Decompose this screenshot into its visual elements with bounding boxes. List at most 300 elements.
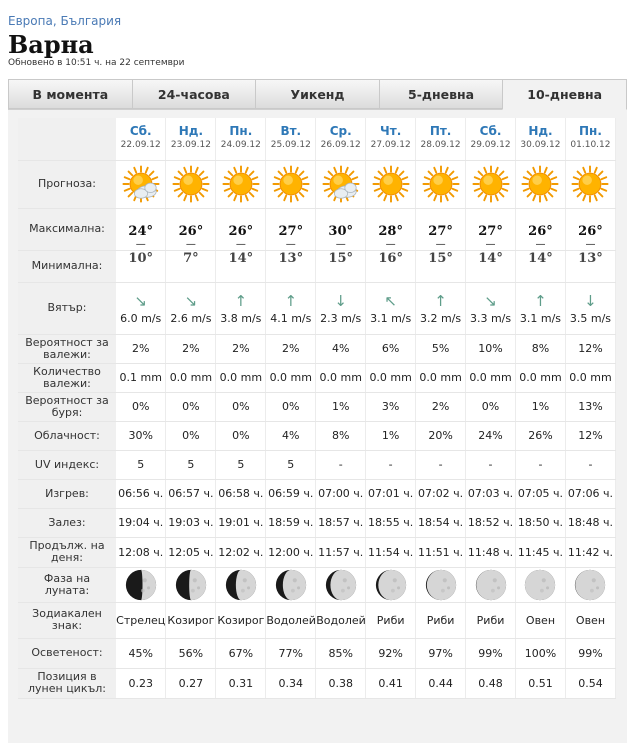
temp-separator: — xyxy=(185,238,196,250)
wind-direction-icon: ↑ xyxy=(284,291,298,310)
storm-prob-value: 0% xyxy=(116,392,166,421)
moon-phase-icon xyxy=(274,568,308,602)
min-temp-cell xyxy=(416,250,466,282)
row-storm-prob xyxy=(18,392,616,421)
uv-value: 5 xyxy=(166,450,216,479)
row-label-forecast: Прогноза: xyxy=(18,160,116,208)
max-temp: 27° xyxy=(478,223,503,239)
rain-amount-value: 0.0 mm xyxy=(565,363,615,392)
day-name-link[interactable]: Пт. xyxy=(429,124,452,138)
partly-cloudy-icon xyxy=(122,165,160,203)
cloud-value: 0% xyxy=(166,421,216,450)
temp-separator: — xyxy=(485,238,496,250)
sunrise-value: 07:06 ч. xyxy=(565,479,615,508)
row-label-rain-amount: Количество валежи: xyxy=(18,363,116,392)
sunset-value: 18:57 ч. xyxy=(316,508,366,537)
daylength-value: 12:05 ч. xyxy=(166,537,216,567)
min-temp-cell xyxy=(516,250,566,282)
row-label-rain-prob: Вероятност за валежи: xyxy=(18,334,116,363)
wind-speed: 6.0 m/s xyxy=(120,311,162,325)
breadcrumb-separator: , xyxy=(52,14,57,28)
min-temp: 14° xyxy=(478,250,503,266)
temp-separator: — xyxy=(235,238,246,250)
cloud-value: 26% xyxy=(516,421,566,450)
min-temp-cell xyxy=(266,250,316,282)
rain-prob-value: 12% xyxy=(565,334,615,363)
day-name-link[interactable]: Нд. xyxy=(178,124,204,138)
forecast-tabs xyxy=(8,79,627,110)
sunrise-value: 07:02 ч. xyxy=(416,479,466,508)
row-moon-phase xyxy=(18,567,616,602)
rain-amount-value: 0.0 mm xyxy=(416,363,466,392)
row-label-lunar-position: Позиция в лунен цикъл: xyxy=(18,668,116,698)
moon-phase-icon xyxy=(523,568,557,602)
day-date: 27.09.12 xyxy=(370,140,411,150)
sunny-icon xyxy=(172,165,210,203)
max-temp-cell xyxy=(565,208,615,250)
min-temp: 13° xyxy=(278,250,304,266)
wind-cell xyxy=(316,282,366,334)
lunar-position-value: 0.38 xyxy=(316,668,366,698)
partly-cloudy-icon xyxy=(322,165,360,203)
wind-direction-icon: ↓ xyxy=(334,291,347,310)
uv-value: - xyxy=(316,450,366,479)
row-sunset xyxy=(18,508,616,537)
row-rain-prob xyxy=(18,334,616,363)
lunar-position-value: 0.31 xyxy=(216,668,266,698)
min-temp-cell xyxy=(166,250,216,282)
illumination-value: 45% xyxy=(116,638,166,668)
temp-separator: — xyxy=(535,238,546,250)
max-temp: 30° xyxy=(328,223,354,239)
wind-direction-icon: ↘ xyxy=(184,291,198,310)
sunny-icon xyxy=(571,165,609,203)
sunset-value: 18:48 ч. xyxy=(565,508,615,537)
row-sunrise xyxy=(18,479,616,508)
lunar-position-value: 0.44 xyxy=(416,668,466,698)
moon-phase-cell xyxy=(366,567,416,602)
sunset-value: 18:54 ч. xyxy=(416,508,466,537)
row-lunar-position xyxy=(18,668,616,698)
forecast-cell xyxy=(266,160,316,208)
min-temp: 14° xyxy=(528,250,553,266)
sunrise-value: 07:05 ч. xyxy=(516,479,566,508)
wind-cell xyxy=(266,282,316,334)
row-zodiac xyxy=(18,602,616,638)
lunar-position-value: 0.27 xyxy=(166,668,216,698)
max-temp: 28° xyxy=(378,223,403,239)
row-label-sunrise: Изгрев: xyxy=(18,479,116,508)
temp-separator: — xyxy=(435,238,446,250)
cloud-value: 12% xyxy=(565,421,615,450)
min-temp: 16° xyxy=(378,250,403,266)
lunar-position-value: 0.51 xyxy=(516,668,566,698)
moon-phase-cell xyxy=(565,567,615,602)
sunny-icon xyxy=(272,165,310,203)
illumination-value: 100% xyxy=(516,638,566,668)
max-temp: 26° xyxy=(528,223,553,239)
row-daylength xyxy=(18,537,616,567)
wind-speed: 4.1 m/s xyxy=(270,311,312,325)
min-temp-cell xyxy=(216,250,266,282)
rain-prob-value: 5% xyxy=(416,334,466,363)
storm-prob-value: 13% xyxy=(565,392,615,421)
sunrise-value: 06:56 ч. xyxy=(116,479,166,508)
storm-prob-value: 0% xyxy=(166,392,216,421)
lunar-position-value: 0.48 xyxy=(466,668,516,698)
forecast-cell xyxy=(565,160,615,208)
uv-value: - xyxy=(416,450,466,479)
moon-phase-icon xyxy=(374,568,408,602)
moon-phase-icon xyxy=(174,568,208,602)
rain-amount-value: 0.0 mm xyxy=(466,363,516,392)
moon-phase-icon xyxy=(474,568,508,602)
min-temp: 14° xyxy=(228,250,254,266)
day-name-link[interactable]: Пн. xyxy=(229,124,253,138)
sunset-value: 19:03 ч. xyxy=(166,508,216,537)
min-temp: 10° xyxy=(128,250,154,266)
day-date: 29.09.12 xyxy=(470,140,511,150)
max-temp-cell xyxy=(216,208,266,250)
wind-direction-icon: ↑ xyxy=(234,291,248,310)
temp-separator: — xyxy=(335,238,346,250)
row-max xyxy=(18,208,616,250)
wind-cell xyxy=(116,282,166,334)
day-name-link[interactable]: Вт. xyxy=(280,124,302,138)
day-name-link[interactable]: Сб. xyxy=(479,124,502,138)
forecast-cell xyxy=(366,160,416,208)
lunar-position-value: 0.41 xyxy=(366,668,416,698)
wind-speed: 3.5 m/s xyxy=(569,311,612,325)
row-wind xyxy=(18,282,616,334)
illumination-value: 97% xyxy=(416,638,466,668)
wind-cell xyxy=(416,282,466,334)
tab-10-day[interactable]: 10-дневна xyxy=(502,79,627,110)
max-temp-cell xyxy=(116,208,166,250)
sunset-value: 19:04 ч. xyxy=(116,508,166,537)
sunny-icon xyxy=(372,165,410,203)
max-temp-cell xyxy=(166,208,216,250)
row-label-sunset: Залез: xyxy=(18,508,116,537)
row-label-cloud: Облачност: xyxy=(18,421,116,450)
day-name-link[interactable]: Нд. xyxy=(528,124,553,138)
wind-direction-icon: ↘ xyxy=(134,291,147,310)
rain-amount-value: 0.0 mm xyxy=(366,363,416,392)
row-label-storm-prob: Вероятност за буря: xyxy=(18,392,116,421)
storm-prob-value: 1% xyxy=(316,392,366,421)
day-date: 25.09.12 xyxy=(270,140,311,150)
moon-phase-cell xyxy=(316,567,366,602)
forecast-cell xyxy=(416,160,466,208)
daylength-value: 11:54 ч. xyxy=(366,537,416,567)
min-temp: 13° xyxy=(578,250,603,266)
day-header xyxy=(216,118,266,160)
storm-prob-value: 0% xyxy=(466,392,516,421)
sunrise-value: 07:01 ч. xyxy=(366,479,416,508)
uv-value: - xyxy=(466,450,516,479)
wind-direction-icon: ↓ xyxy=(584,291,597,310)
moon-phase-icon xyxy=(324,568,358,602)
day-header xyxy=(116,118,166,160)
cloud-value: 30% xyxy=(116,421,166,450)
max-temp: 27° xyxy=(278,223,304,239)
day-date: 30.09.12 xyxy=(520,140,561,150)
rain-prob-value: 2% xyxy=(216,334,266,363)
tab-5-day[interactable]: 5-дневна xyxy=(379,79,503,109)
wind-speed: 3.8 m/s xyxy=(220,311,262,325)
zodiac-value: Риби xyxy=(366,602,416,638)
storm-prob-value: 0% xyxy=(266,392,316,421)
rain-prob-value: 2% xyxy=(116,334,166,363)
moon-phase-icon xyxy=(573,568,607,602)
max-temp-cell xyxy=(466,208,516,250)
illumination-value: 77% xyxy=(266,638,316,668)
moon-phase-cell xyxy=(466,567,516,602)
day-header xyxy=(366,118,416,160)
min-temp: 15° xyxy=(328,250,354,266)
storm-prob-value: 1% xyxy=(516,392,566,421)
zodiac-value: Риби xyxy=(466,602,516,638)
tab-weekend[interactable]: Уикенд xyxy=(255,79,379,109)
temp-separator: — xyxy=(135,238,146,250)
day-date: 24.09.12 xyxy=(220,140,261,150)
rain-prob-value: 2% xyxy=(166,334,216,363)
uv-value: - xyxy=(366,450,416,479)
daylength-value: 12:08 ч. xyxy=(116,537,166,567)
tab-now[interactable]: В момента xyxy=(8,79,132,109)
max-temp-cell xyxy=(516,208,566,250)
daylength-value: 11:45 ч. xyxy=(516,537,566,567)
day-header xyxy=(416,118,466,160)
day-header xyxy=(266,118,316,160)
moon-phase-cell xyxy=(166,567,216,602)
wind-cell xyxy=(516,282,566,334)
illumination-value: 99% xyxy=(565,638,615,668)
rain-prob-value: 8% xyxy=(516,334,566,363)
rain-prob-value: 6% xyxy=(366,334,416,363)
sunny-icon xyxy=(521,165,559,203)
day-date: 01.10.12 xyxy=(570,140,611,150)
rain-amount-value: 0.1 mm xyxy=(116,363,166,392)
day-header xyxy=(565,118,615,160)
moon-phase-cell xyxy=(216,567,266,602)
illumination-value: 67% xyxy=(216,638,266,668)
day-header xyxy=(466,118,516,160)
wind-direction-icon: ↘ xyxy=(484,291,497,310)
max-temp-cell xyxy=(416,208,466,250)
sunrise-value: 06:58 ч. xyxy=(216,479,266,508)
sunrise-value: 06:57 ч. xyxy=(166,479,216,508)
rain-prob-value: 4% xyxy=(316,334,366,363)
wind-cell xyxy=(565,282,615,334)
row-illumination xyxy=(18,638,616,668)
max-temp: 24° xyxy=(128,223,154,239)
sunny-icon xyxy=(222,165,260,203)
forecast-table xyxy=(18,118,616,699)
cloud-value: 4% xyxy=(266,421,316,450)
row-uv xyxy=(18,450,616,479)
min-temp-cell xyxy=(466,250,516,282)
sunset-value: 18:59 ч. xyxy=(266,508,316,537)
illumination-value: 56% xyxy=(166,638,216,668)
forecast-cell xyxy=(516,160,566,208)
lunar-position-value: 0.23 xyxy=(116,668,166,698)
row-min xyxy=(18,250,616,282)
row-label-uv: UV индекс: xyxy=(18,450,116,479)
storm-prob-value: 2% xyxy=(416,392,466,421)
storm-prob-value: 0% xyxy=(216,392,266,421)
wind-speed: 2.6 m/s xyxy=(170,311,212,325)
wind-direction-icon: ↑ xyxy=(434,291,447,310)
min-temp-cell xyxy=(316,250,366,282)
zodiac-value: Водолей xyxy=(266,602,316,638)
moon-phase-cell xyxy=(116,567,166,602)
max-temp: 26° xyxy=(578,223,603,239)
min-temp-cell xyxy=(565,250,615,282)
sunset-value: 18:50 ч. xyxy=(516,508,566,537)
zodiac-value: Водолей xyxy=(316,602,366,638)
uv-value: 5 xyxy=(116,450,166,479)
rain-amount-value: 0.0 mm xyxy=(316,363,366,392)
rain-prob-value: 2% xyxy=(266,334,316,363)
illumination-value: 99% xyxy=(466,638,516,668)
zodiac-value: Козирог xyxy=(216,602,266,638)
breadcrumb xyxy=(8,14,121,28)
wind-speed: 3.1 m/s xyxy=(370,311,412,325)
forecast-cell xyxy=(116,160,166,208)
daylength-value: 11:42 ч. xyxy=(565,537,615,567)
uv-value: - xyxy=(516,450,566,479)
moon-phase-cell xyxy=(516,567,566,602)
cloud-value: 20% xyxy=(416,421,466,450)
day-date: 22.09.12 xyxy=(120,140,161,150)
moon-phase-cell xyxy=(266,567,316,602)
daylength-value: 12:00 ч. xyxy=(266,537,316,567)
day-date: 28.09.12 xyxy=(420,140,461,150)
day-date: 23.09.12 xyxy=(170,140,211,150)
daylength-value: 12:02 ч. xyxy=(216,537,266,567)
wind-direction-icon: ↑ xyxy=(534,291,547,310)
zodiac-value: Овен xyxy=(565,602,615,638)
max-temp: 26° xyxy=(228,223,254,239)
sunset-value: 19:01 ч. xyxy=(216,508,266,537)
row-label-max: Максимална: xyxy=(18,208,116,250)
rain-amount-value: 0.0 mm xyxy=(516,363,566,392)
illumination-value: 85% xyxy=(316,638,366,668)
row-label-zodiac: Зодиакален знак: xyxy=(18,602,116,638)
cloud-value: 1% xyxy=(366,421,416,450)
sunset-value: 18:52 ч. xyxy=(466,508,516,537)
daylength-value: 11:51 ч. xyxy=(416,537,466,567)
lunar-position-value: 0.34 xyxy=(266,668,316,698)
forecast-cell xyxy=(316,160,366,208)
illumination-value: 92% xyxy=(366,638,416,668)
storm-prob-value: 3% xyxy=(366,392,416,421)
day-name-link[interactable]: Ср. xyxy=(329,124,352,138)
breadcrumb-country-link[interactable]: България xyxy=(60,14,122,28)
forecast-cell xyxy=(166,160,216,208)
sunny-icon xyxy=(422,165,460,203)
breadcrumb-region-link[interactable]: Европа xyxy=(8,14,53,28)
cloud-value: 24% xyxy=(466,421,516,450)
max-temp-cell xyxy=(366,208,416,250)
temp-separator: — xyxy=(585,238,596,250)
zodiac-value: Стрелец xyxy=(116,602,166,638)
daylength-value: 11:57 ч. xyxy=(316,537,366,567)
row-forecast xyxy=(18,160,616,208)
moon-phase-icon xyxy=(424,568,458,602)
day-date: 26.09.12 xyxy=(320,140,361,150)
rain-prob-value: 10% xyxy=(466,334,516,363)
row-label-empty xyxy=(18,118,116,160)
wind-cell xyxy=(366,282,416,334)
wind-direction-icon: ↖ xyxy=(384,291,397,310)
row-days xyxy=(18,118,616,160)
tab-24-hour[interactable]: 24-часова xyxy=(132,79,256,109)
cloud-value: 0% xyxy=(216,421,266,450)
row-rain-amount xyxy=(18,363,616,392)
cloud-value: 8% xyxy=(316,421,366,450)
day-name-link[interactable]: Пн. xyxy=(579,124,602,138)
wind-speed: 3.2 m/s xyxy=(420,311,462,325)
uv-value: - xyxy=(565,450,615,479)
sunrise-value: 06:59 ч. xyxy=(266,479,316,508)
day-header xyxy=(516,118,566,160)
max-temp: 27° xyxy=(428,223,453,239)
zodiac-value: Козирог xyxy=(166,602,216,638)
row-label-moon-phase: Фаза на луната: xyxy=(18,567,116,602)
updated-timestamp: Обновено в 10:51 ч. на 22 септември xyxy=(8,58,185,68)
rain-amount-value: 0.0 mm xyxy=(266,363,316,392)
row-label-daylength: Продълж. на деня: xyxy=(18,537,116,567)
wind-speed: 3.1 m/s xyxy=(519,311,562,325)
wind-cell xyxy=(216,282,266,334)
rain-amount-value: 0.0 mm xyxy=(216,363,266,392)
temp-separator: — xyxy=(285,238,296,250)
forecast-cell xyxy=(216,160,266,208)
min-temp-cell xyxy=(366,250,416,282)
day-name-link[interactable]: Чт. xyxy=(380,124,402,138)
sunrise-value: 07:03 ч. xyxy=(466,479,516,508)
sunrise-value: 07:00 ч. xyxy=(316,479,366,508)
wind-cell xyxy=(466,282,516,334)
row-cloud xyxy=(18,421,616,450)
max-temp-cell xyxy=(316,208,366,250)
moon-phase-cell xyxy=(416,567,466,602)
min-temp-cell xyxy=(116,250,166,282)
zodiac-value: Овен xyxy=(516,602,566,638)
wind-speed: 3.3 m/s xyxy=(469,311,512,325)
day-header xyxy=(316,118,366,160)
row-label-illumination: Осветеност: xyxy=(18,638,116,668)
max-temp: 26° xyxy=(178,223,204,239)
sunset-value: 18:55 ч. xyxy=(366,508,416,537)
uv-value: 5 xyxy=(216,450,266,479)
zodiac-value: Риби xyxy=(416,602,466,638)
page-title: Варна xyxy=(8,30,94,59)
temp-separator: — xyxy=(385,238,396,250)
wind-speed: 2.3 m/s xyxy=(320,311,362,325)
day-name-link[interactable]: Сб. xyxy=(129,124,152,138)
row-label-min: Минимална: xyxy=(18,250,116,282)
max-temp-cell xyxy=(266,208,316,250)
day-header xyxy=(166,118,216,160)
sunny-icon xyxy=(472,165,510,203)
moon-phase-icon xyxy=(124,568,158,602)
lunar-position-value: 0.54 xyxy=(565,668,615,698)
daylength-value: 11:48 ч. xyxy=(466,537,516,567)
min-temp: 15° xyxy=(428,250,453,266)
